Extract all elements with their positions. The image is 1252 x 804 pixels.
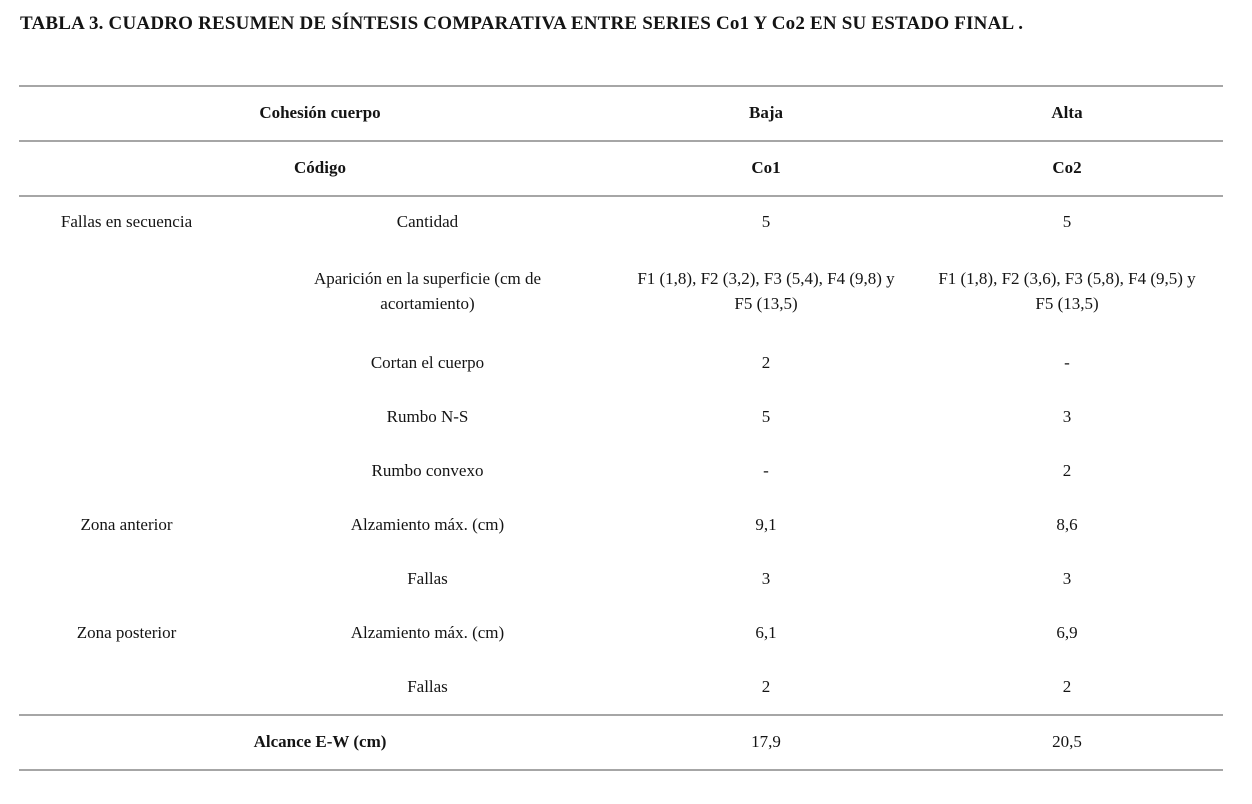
group-label: Fallas en secuencia	[19, 196, 234, 248]
table-row-fallas-posterior	[19, 660, 1223, 715]
header-value-baja: Baja	[621, 86, 911, 141]
co1-value: 5	[761, 406, 771, 426]
header-label-cohesion: Cohesión cuerpo	[19, 86, 621, 141]
metric-label: Fallas	[407, 676, 448, 696]
metric-label: Rumbo convexo	[371, 460, 484, 480]
header-value-co2: Co2	[911, 141, 1223, 196]
header-label-codigo: Código	[19, 141, 621, 196]
table-row-cortan	[19, 336, 1223, 390]
co1-value: F1 (1,8), F2 (3,2), F3 (5,4), F4 (9,8) y F5 (13,5)	[637, 269, 895, 313]
metric-label: Alzamiento máx. (cm)	[350, 622, 505, 642]
co2-value: F1 (1,8), F2 (3,6), F3 (5,8), F4 (9,5) y F5 (13,5)	[938, 269, 1196, 313]
footer-label-alcance: Alcance E-W (cm)	[19, 715, 621, 770]
co2-value: 20,5	[911, 715, 1223, 770]
group-label	[19, 390, 234, 444]
metric-label: Aparición en la superficie (cm de acortamiento)	[313, 269, 542, 313]
table-row-alzamiento-posterior	[19, 606, 1223, 660]
metric-label: Alzamiento máx. (cm)	[350, 514, 505, 534]
co2-value: 5	[911, 196, 1223, 248]
metric-label: Rumbo N-S	[386, 406, 469, 426]
group-label: Zona anterior	[80, 514, 173, 534]
table-caption: TABLA 3. CUADRO RESUMEN DE SÍNTESIS COMPARATIVA ENTRE SERIES Co1 Y Co2 EN SU ESTADO FINAL .	[20, 13, 1024, 34]
metric-label: Cantidad	[234, 196, 621, 248]
co2-value: 3	[1062, 406, 1072, 426]
co2-value: 3	[1062, 568, 1072, 588]
header-row-cohesion	[19, 86, 1223, 141]
group-label	[19, 336, 234, 390]
group-label: Zona posterior	[76, 622, 177, 642]
table-row-cantidad	[19, 196, 1223, 248]
group-label	[19, 660, 234, 715]
table-row-alzamiento-anterior	[19, 498, 1223, 552]
comparison-summary-table	[19, 85, 1223, 771]
co1-value: 6,1	[755, 622, 777, 642]
co1-value: 9,1	[755, 514, 777, 534]
header-value-co1: Co1	[621, 141, 911, 196]
header-row-codigo	[19, 141, 1223, 196]
co2-value: 8,6	[1056, 514, 1078, 534]
co1-value: 17,9	[621, 715, 911, 770]
group-label	[19, 248, 234, 336]
header-value-alta: Alta	[911, 86, 1223, 141]
co1-value: 2	[761, 352, 771, 372]
co1-value: -	[763, 460, 769, 480]
group-label	[19, 552, 234, 606]
table-row-rumbo-convexo	[19, 444, 1223, 498]
co2-value: 2	[1062, 460, 1072, 480]
metric-label: Cortan el cuerpo	[370, 352, 485, 372]
metric-label: Fallas	[407, 568, 448, 588]
co1-value: 2	[761, 676, 771, 696]
table-row-rumbo-ns	[19, 390, 1223, 444]
group-label	[19, 444, 234, 498]
table-row-fallas-anterior	[19, 552, 1223, 606]
co1-value: 5	[621, 196, 911, 248]
co2-value: -	[1064, 352, 1070, 372]
table-row-aparicion	[19, 248, 1223, 336]
co2-value: 6,9	[1056, 622, 1078, 642]
co2-value: 2	[1062, 676, 1072, 696]
co1-value: 3	[761, 568, 771, 588]
footer-row-alcance	[19, 715, 1223, 770]
